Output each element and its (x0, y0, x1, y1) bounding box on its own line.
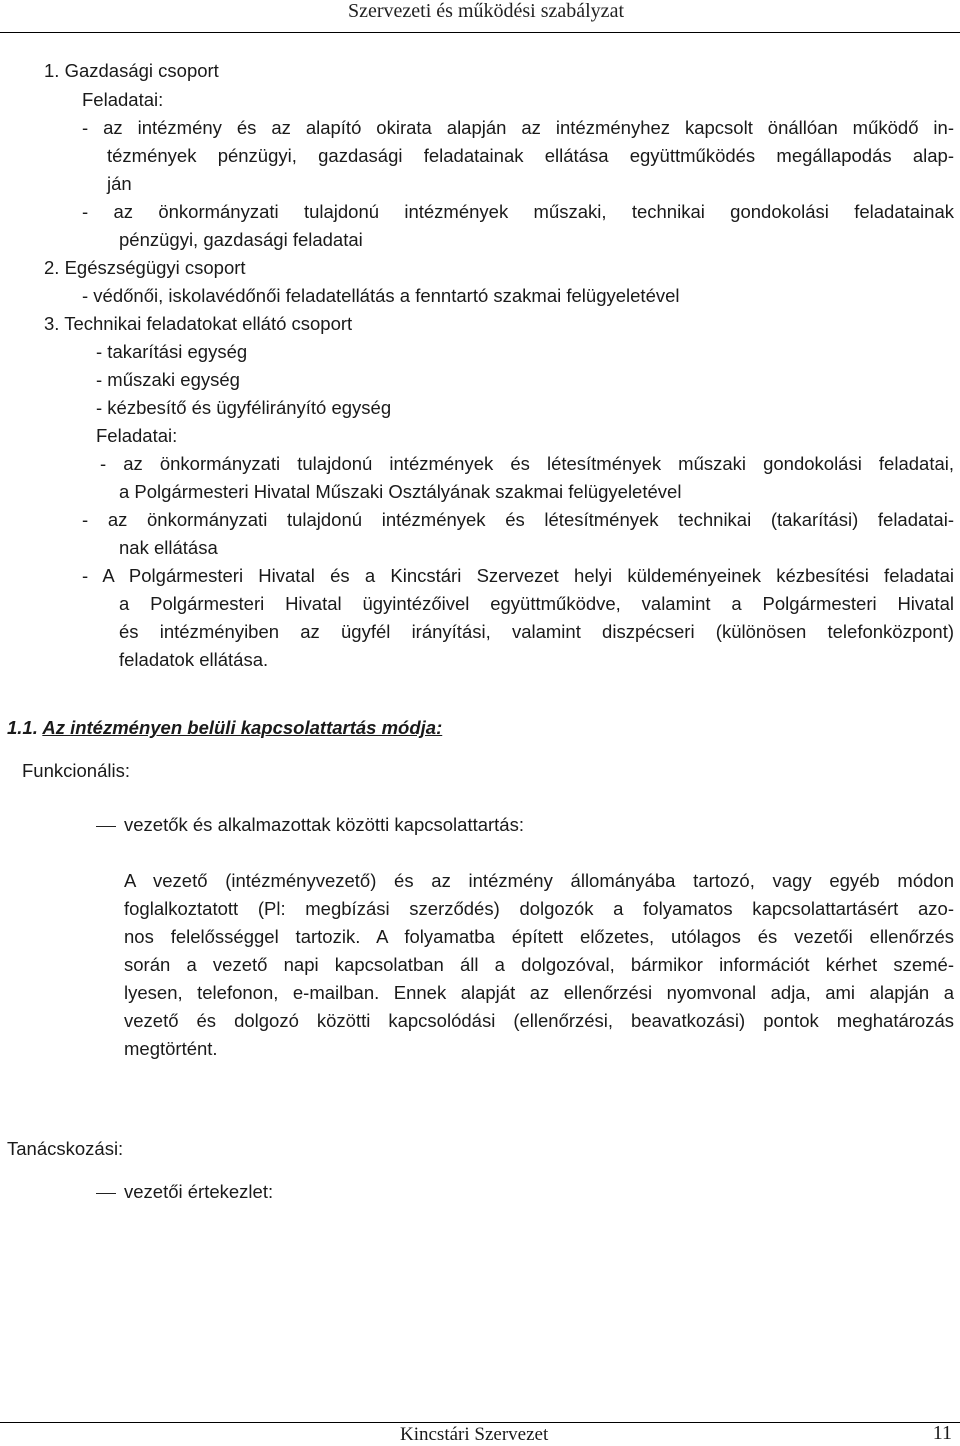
group1-item2-line1: - az önkormányzati tulajdonú intézmények műszaki, technikai gondokolási feladatainak (82, 201, 954, 222)
bullet-vezetoi-ertekezlet: vezetői értekezlet: (124, 1181, 274, 1202)
group3-task3-line3: és intézményiben az ügyfél irányítási, valamint diszpécseri (különösen telefonközpont) (119, 621, 954, 642)
group3-task2-line1: - az önkormányzati tulajdonú intézmények és létesítmények technikai (takarítási) feladatai- (82, 509, 954, 530)
group3-task3-line1: - A Polgármesteri Hivatal és a Kincstári Szervezet helyi küldeményeinek kézbesítési feladatai (82, 565, 954, 586)
group3-task3-line4: feladatok ellátása. (119, 649, 269, 670)
group2-item1: - védőnői, iskolavédőnői feladatellátás a fenntartó szakmai felügyeletével (82, 285, 680, 306)
paragraph-line: során a vezető napi kapcsolatban áll a dolgozóval, bármikor információt kérhet szemé- (124, 954, 954, 975)
section-heading (7, 717, 442, 739)
paragraph-line: vezető és dolgozó közötti kapcsolódási (ellenőrzési, beavatkozási) pontok meghatározás (124, 1010, 954, 1031)
group1-item2-line2: pénzügyi, gazdasági feladatai (119, 229, 363, 250)
group3-title: 3. Technikai feladatokat ellátó csoport (44, 313, 353, 334)
paragraph-line: A vezető (intézményvezető) és az intézmény állományába tartozó, vagy egyéb módon (124, 870, 954, 891)
group3-unit3: - kézbesítő és ügyfélirányító egység (96, 397, 392, 418)
group1-tasks-label: Feladatai: (82, 89, 164, 110)
group3-task3-line2: a Polgármesteri Hivatal ügyintézőivel együttműködve, valamint a Polgármesteri Hivatal (119, 593, 954, 614)
dash-bullet-icon (96, 1193, 116, 1194)
paragraph-line: lyesen, telefonon, e-mailban. Ennek alapját az ellenőrzési nyomvonal adja, ami alapján a (124, 982, 954, 1003)
group3-unit1: - takarítási egység (96, 341, 248, 362)
section-number: 1.1. (7, 717, 38, 738)
group3-tasks-label: Feladatai: (96, 425, 178, 446)
footer-organization: Kincstári Szervezet (400, 1424, 549, 1445)
paragraph-line: megtörtént. (124, 1038, 218, 1059)
page-number: 11 (932, 1422, 952, 1444)
group1-item1-line3: ján (107, 173, 132, 194)
section-title: Az intézményen belüli kapcsolattartás módja: (42, 717, 443, 738)
bullet-vezetok: vezetők és alkalmazottak közötti kapcsolattartás: (124, 814, 524, 835)
functional-label: Funkcionális: (22, 760, 130, 781)
header-divider (0, 32, 960, 33)
group1-item1-line1: - az intézmény és az alapító okirata alapján az intézményhez kapcsolt önállóan működő in- (82, 117, 954, 138)
group2-title: 2. Egészségügyi csoport (44, 257, 246, 278)
group3-task2-line2: nak ellátása (119, 537, 218, 558)
group3-unit2: - műszaki egység (96, 369, 240, 390)
advisory-label: Tanácskozási: (7, 1138, 124, 1159)
header-title: Szervezeti és működési szabályzat (348, 0, 624, 22)
group1-item1-line2: tézmények pénzügyi, gazdasági feladatainak ellátása együttműködés megállapodás alap- (107, 145, 954, 166)
dash-bullet-icon (96, 826, 116, 827)
group1-title: 1. Gazdasági csoport (44, 60, 219, 81)
group3-task1-line1: - az önkormányzati tulajdonú intézmények és létesítmények műszaki gondokolási feladatai, (100, 453, 954, 474)
group3-task1-line2: a Polgármesteri Hivatal Műszaki Osztályának szakmai felügyeletével (119, 481, 682, 502)
paragraph-line: nos felelősséggel tartozik. A folyamatba épített előzetes, utólagos és vezetői ellenőrzés (124, 926, 954, 947)
footer-divider (0, 1422, 960, 1423)
paragraph-line: foglalkoztatott (Pl: megbízási szerződés) dolgozók a folyamatos kapcsolattartásért azo- (124, 898, 954, 919)
